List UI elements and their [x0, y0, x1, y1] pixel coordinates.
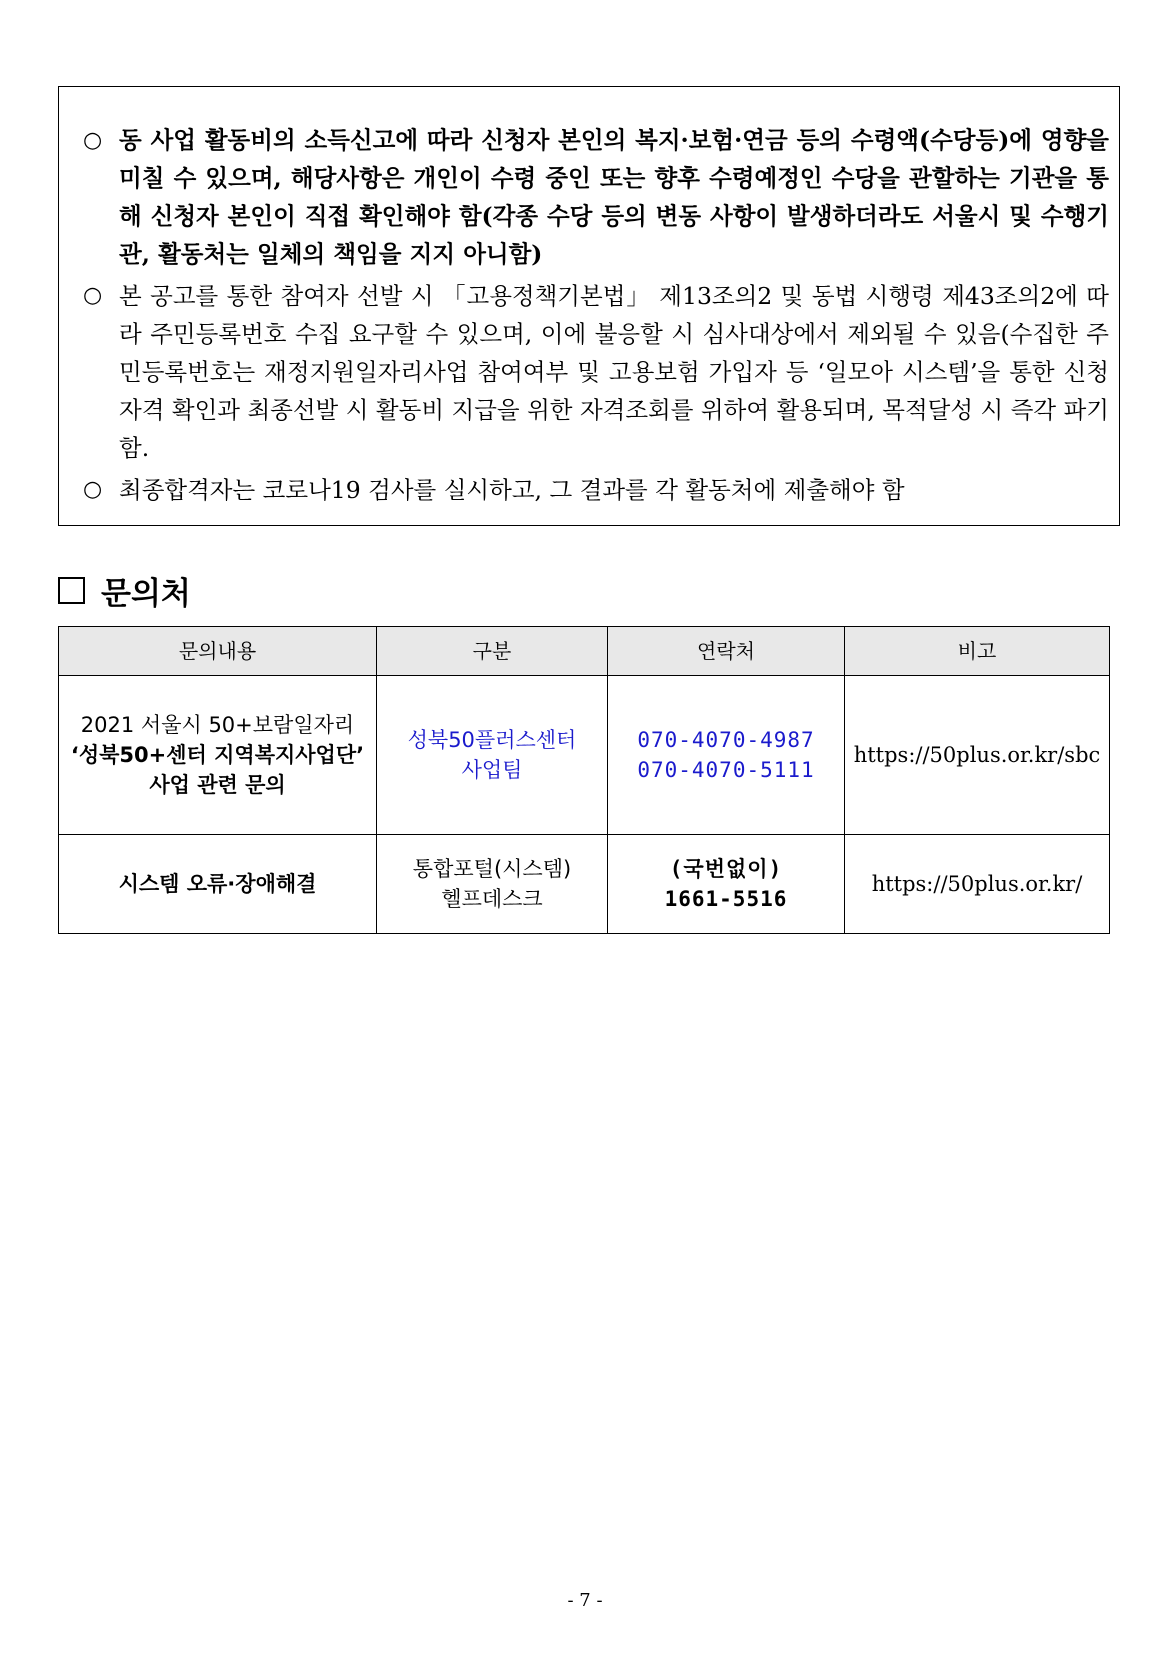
page-number: - 7 -	[567, 1590, 603, 1611]
cell-content	[59, 676, 377, 835]
content-line: 시스템 오류·장애해결	[118, 872, 317, 896]
table-row	[59, 676, 1110, 835]
cell-contact	[608, 676, 845, 835]
table-row	[59, 835, 1110, 934]
cell-content	[59, 835, 377, 934]
header-content: 문의내용	[59, 627, 377, 676]
phone-number: 1661-5516	[664, 887, 788, 911]
header-division: 구분	[377, 627, 608, 676]
website-link[interactable]: https://50plus.or.kr/	[871, 872, 1083, 896]
notice-item-income	[83, 121, 1109, 273]
notice-box	[58, 86, 1120, 526]
phone-number: 070-4070-5111	[637, 758, 815, 782]
section-heading	[58, 568, 191, 612]
cell-division	[377, 835, 608, 934]
table-header-row	[59, 627, 1110, 676]
circle-bullet-icon: ○	[83, 477, 103, 502]
notice-item-resident-number	[83, 277, 1109, 467]
contact-table	[58, 626, 1110, 934]
cell-note	[845, 835, 1110, 934]
circle-bullet-icon: ○	[83, 127, 103, 153]
checkbox-square-icon	[58, 577, 85, 604]
cell-contact	[608, 835, 845, 934]
circle-bullet-icon: ○	[83, 283, 103, 308]
notice-text: 동 사업 활동비의 소득신고에 따라 신청자 본인의 복지·보험·연금 등의 수령액(수당등)에 영향을 미칠 수 있으며, 해당사항은 개인이 수령 중인 또는 향후 수령예정인 수당을 관할하는 기관을 통해 신청자 본인이 직접 확인해야 함(각종 수당 등의 변동 사항이 발생하더라도 서울시 및 수행기관, 활동처는 일체의 책임을 지지 아니함)	[119, 126, 1109, 268]
header-contact: 연락처	[608, 627, 845, 676]
content-line: 사업 관련 문의	[149, 773, 286, 797]
content-line: 2021 서울시 50+보람일자리	[80, 713, 355, 737]
phone-number: 070-4070-4987	[637, 728, 815, 752]
content-line: ‘성북50+센터 지역복지사업단’	[70, 743, 365, 767]
section-title: 문의처	[101, 575, 191, 612]
division-line: 통합포털(시스템)	[412, 857, 572, 881]
cell-note	[845, 676, 1110, 835]
notice-item-covid-test	[83, 471, 1109, 509]
website-link[interactable]: https://50plus.or.kr/sbc	[853, 743, 1101, 767]
division-line: 헬프데스크	[441, 887, 543, 911]
contact-note: (국번없이)	[669, 857, 783, 881]
header-note: 비고	[845, 627, 1110, 676]
division-line: 성북50플러스센터	[407, 728, 577, 752]
notice-text: 최종합격자는 코로나19 검사를 실시하고, 그 결과를 각 활동처에 제출해야 함	[119, 476, 905, 504]
notice-text: 본 공고를 통한 참여자 선발 시 「고용정책기본법」 제13조의2 및 동법 시행령 제43조의2에 따라 주민등록번호 수집 요구할 수 있으며, 이에 불응할 시 심사대상에서 제외될 수 있음(수집한 주민등록번호는 재정지원일자리사업 참여여부 및 고용보험 가입자 등 ‘일모아 시스템’을 통한 신청자격 확인과 최종선발 시 활동비 지급을 위한 자격조회를 위하여 활용되며, 목적달성 시 즉각 파기함.	[119, 282, 1109, 462]
cell-division	[377, 676, 608, 835]
division-line: 사업팀	[461, 758, 523, 782]
